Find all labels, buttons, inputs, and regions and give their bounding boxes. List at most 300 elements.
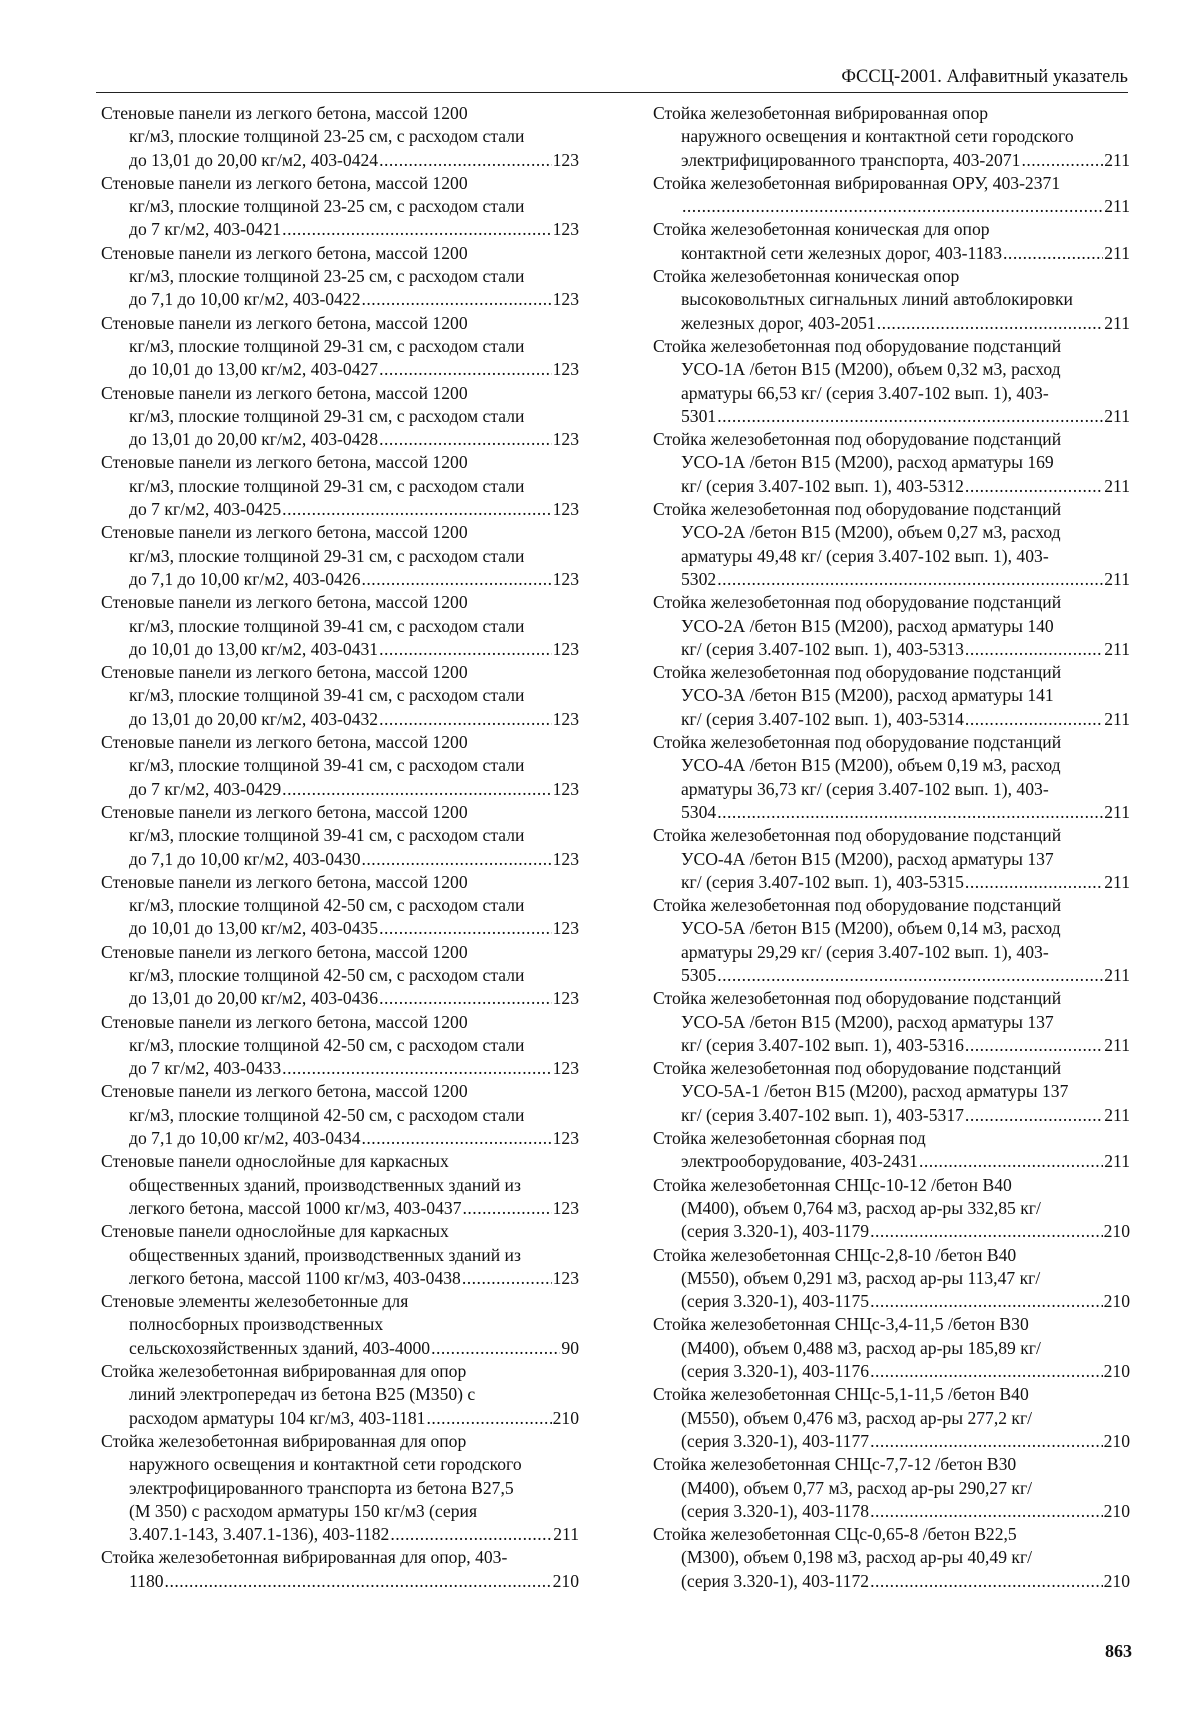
dot-leader xyxy=(282,778,551,801)
index-entry-line: Стойка железобетонная под оборудование подстанций xyxy=(653,662,1062,683)
index-entry xyxy=(101,661,579,731)
index-entry-page: 211 xyxy=(1104,1104,1130,1125)
index-entry-last-line xyxy=(101,1197,579,1220)
dot-leader xyxy=(870,1430,1103,1453)
index-entry-line: кг/м3, плоские толщиной 42-50 см, с расходом стали xyxy=(129,895,525,916)
index-entry-line: УСО-5А-1 /бетон В15 (М200), расход арматуры 137 xyxy=(681,1081,1069,1102)
index-entry-page: 123 xyxy=(552,359,579,380)
index-entry-line: УСО-4А /бетон В15 (М200), расход арматуры 137 xyxy=(681,848,1054,869)
index-entry-last-line xyxy=(653,1220,1130,1243)
index-entry-text: кг/ (серия 3.407-102 вып. 1), 403-5315 xyxy=(681,871,964,892)
index-entry-page: 211 xyxy=(1104,196,1130,217)
index-entry-page: 210 xyxy=(1103,1291,1130,1312)
index-entry-line: Стойка железобетонная под оборудование подстанций xyxy=(653,429,1062,450)
index-entry-last-line xyxy=(101,778,579,801)
index-entry-line: Стеновые панели из легкого бетона, массой 1200 xyxy=(101,1011,468,1032)
index-entry-line: кг/м3, плоские толщиной 42-50 см, с расходом стали xyxy=(129,964,525,985)
index-entry xyxy=(101,1290,579,1360)
index-entry-line: Стойка железобетонная коническая опор xyxy=(653,266,960,287)
index-entry-last-line xyxy=(101,1267,579,1290)
index-entry xyxy=(101,172,579,242)
dot-leader xyxy=(717,405,1103,428)
index-entry-line: линий электропередач из бетона В25 (М350) с xyxy=(129,1384,476,1405)
dot-leader xyxy=(379,987,552,1010)
index-entry xyxy=(653,1523,1130,1593)
index-entry-page: 123 xyxy=(552,499,579,520)
index-entry xyxy=(101,871,579,941)
index-entry-page: 123 xyxy=(552,219,579,240)
index-entry-last-line xyxy=(653,964,1130,987)
dot-leader xyxy=(362,568,552,591)
index-entry-line: Стойка железобетонная СНЦс-7,7-12 /бетон В30 xyxy=(653,1454,1017,1475)
index-entry-line: Стойка железобетонная под оборудование подстанций xyxy=(653,335,1062,356)
index-entry-text: (серия 3.320-1), 403-1176 xyxy=(681,1361,870,1382)
index-entry xyxy=(653,1057,1130,1127)
index-entry-line: кг/м3, плоские толщиной 39-41 см, с расходом стали xyxy=(129,615,525,636)
index-entry-line: Стойка железобетонная вибрированная опор xyxy=(653,103,989,123)
index-entry-page: 211 xyxy=(1104,801,1130,822)
index-entry-last-line xyxy=(101,428,579,451)
index-entry-page: 211 xyxy=(1104,1034,1130,1055)
index-entry-last-line xyxy=(653,801,1130,824)
index-entry-line: Стеновые панели из легкого бетона, массой 1200 xyxy=(101,452,468,473)
index-entry-line: Стойка железобетонная под оборудование подстанций xyxy=(653,895,1062,916)
dot-leader xyxy=(431,1337,560,1360)
index-entry-line: арматуры 29,29 кг/ (серия 3.407-102 вып. 1), 403- xyxy=(681,941,1049,962)
index-entry-line: Стойка железобетонная вибрированная для опор, 403- xyxy=(101,1547,508,1568)
index-entry-page: 211 xyxy=(1104,242,1130,263)
index-entry-page: 123 xyxy=(552,778,579,799)
index-entry-page: 210 xyxy=(1103,1570,1130,1591)
index-entry xyxy=(101,1150,579,1220)
index-entry xyxy=(101,1546,579,1593)
index-entry xyxy=(653,498,1130,591)
dot-leader xyxy=(362,848,552,871)
index-entry-line: Стеновые панели из легкого бетона, массой 1200 xyxy=(101,1081,468,1102)
index-entry-line: Стеновые панели из легкого бетона, массой 1200 xyxy=(101,662,468,683)
index-entry-text: до 7 кг/м2, 403-0421 xyxy=(129,219,282,240)
dot-leader xyxy=(965,638,1103,661)
index-entry-line: общественных зданий, производственных зданий из xyxy=(129,1244,521,1265)
index-entry-line: Стеновые панели из легкого бетона, массой 1200 xyxy=(101,801,468,822)
index-entry-line: кг/м3, плоские толщиной 39-41 см, с расходом стали xyxy=(129,825,525,846)
index-entry-line: электрофицированного транспорта из бетона В27,5 xyxy=(129,1477,514,1498)
index-entry-page: 123 xyxy=(552,638,579,659)
index-entry-page: 123 xyxy=(552,988,579,1009)
index-entry-line: Стеновые панели из легкого бетона, массой 1200 xyxy=(101,941,468,962)
dot-leader xyxy=(965,871,1103,894)
index-entry-last-line xyxy=(653,1500,1130,1523)
index-entry xyxy=(101,1080,579,1150)
index-entry xyxy=(101,941,579,1011)
index-entry-line: кг/м3, плоские толщиной 23-25 см, с расходом стали xyxy=(129,266,525,287)
index-entry-page: 123 xyxy=(552,918,579,939)
index-entry-last-line xyxy=(653,871,1130,894)
index-entry-line: Стеновые панели из легкого бетона, массой 1200 xyxy=(101,871,468,892)
index-entry-page: 211 xyxy=(553,1524,579,1545)
index-entry-page: 211 xyxy=(1104,708,1130,729)
index-entry-text: электрифицированного транспорта, 403-2071 xyxy=(681,149,1021,170)
index-entry-page: 123 xyxy=(552,708,579,729)
dot-leader xyxy=(426,1407,551,1430)
index-entry-text: до 7,1 до 10,00 кг/м2, 403-0426 xyxy=(129,568,361,589)
dot-leader xyxy=(965,1034,1103,1057)
dot-leader xyxy=(379,428,552,451)
index-entry-line: Стойка железобетонная под оборудование подстанций xyxy=(653,825,1062,846)
index-entry-page: 90 xyxy=(561,1337,579,1358)
index-entry-last-line xyxy=(101,708,579,731)
index-entry-line: Стеновые панели из легкого бетона, массой 1200 xyxy=(101,172,468,193)
index-entry-line: Стойка железобетонная СНЦс-2,8-10 /бетон В40 xyxy=(653,1244,1017,1265)
index-entry-text: 1180 xyxy=(129,1570,164,1591)
index-entry-line: Стойка железобетонная под оборудование подстанций xyxy=(653,499,1062,520)
dot-leader xyxy=(362,1127,552,1150)
index-entry-line: Стеновые панели из легкого бетона, массой 1200 xyxy=(101,732,468,753)
dot-leader xyxy=(870,1220,1103,1243)
index-entry xyxy=(101,1011,579,1081)
dot-leader xyxy=(463,1197,552,1220)
index-entry-last-line xyxy=(101,1570,579,1593)
index-entry-line: Стойка железобетонная СНЦс-10-12 /бетон В40 xyxy=(653,1174,1012,1195)
dot-leader xyxy=(379,149,552,172)
index-entry-line: арматуры 36,73 кг/ (серия 3.407-102 вып. 1), 403- xyxy=(681,778,1049,799)
index-entry-last-line xyxy=(653,1104,1130,1127)
index-entry-last-line xyxy=(101,288,579,311)
index-entry-last-line xyxy=(101,1057,579,1080)
index-entry-last-line xyxy=(653,195,1130,218)
index-entry-line: (М400), объем 0,488 м3, расход ар-ры 185,89 кг/ xyxy=(681,1337,1041,1358)
index-entry xyxy=(653,1244,1130,1314)
index-entry-last-line xyxy=(653,1150,1130,1173)
index-entry-line: кг/м3, плоские толщиной 23-25 см, с расходом стали xyxy=(129,126,525,147)
dot-leader xyxy=(717,568,1103,591)
index-entry-text: 5301 xyxy=(681,405,717,426)
dot-leader xyxy=(282,498,551,521)
index-entry-line: Стеновые панели однослойные для каркасных xyxy=(101,1151,449,1172)
index-entry-text: (серия 3.320-1), 403-1172 xyxy=(681,1570,870,1591)
index-entry-page: 123 xyxy=(552,429,579,450)
dot-leader xyxy=(870,1360,1103,1383)
index-entry-line: Стеновые панели из легкого бетона, массой 1200 xyxy=(101,382,468,403)
index-entry-text: до 7 кг/м2, 403-0425 xyxy=(129,499,282,520)
index-entry-last-line xyxy=(101,568,579,591)
index-entry-last-line xyxy=(653,638,1130,661)
index-entry-page: 211 xyxy=(1104,312,1130,333)
dot-leader xyxy=(870,1570,1103,1593)
index-entry-line: Стойка железобетонная вибрированная для опор xyxy=(101,1430,467,1451)
dot-leader xyxy=(919,1150,1103,1173)
index-entry xyxy=(101,1430,579,1546)
dot-leader xyxy=(965,708,1103,731)
index-entry-text: кг/ (серия 3.407-102 вып. 1), 403-5312 xyxy=(681,475,964,496)
index-entry-text: до 7 кг/м2, 403-0433 xyxy=(129,1058,282,1079)
index-entry-line: Стеновые панели из легкого бетона, массой 1200 xyxy=(101,522,468,543)
dot-leader xyxy=(965,475,1103,498)
index-entry-last-line xyxy=(653,1290,1130,1313)
dot-leader xyxy=(282,1057,551,1080)
dot-leader xyxy=(282,218,551,241)
header-title: ФССЦ-2001. Алфавитный указатель xyxy=(841,67,1128,87)
dot-leader xyxy=(379,917,552,940)
index-entry-last-line xyxy=(653,475,1130,498)
index-entry-last-line xyxy=(653,708,1130,731)
index-entry-line: кг/м3, плоские толщиной 29-31 см, с расходом стали xyxy=(129,405,525,426)
index-entry-line: (М550), объем 0,291 м3, расход ар-ры 113,47 кг/ xyxy=(681,1267,1041,1288)
index-entry-page: 210 xyxy=(552,1407,579,1428)
index-entry-line: Стеновые панели из легкого бетона, массой 1200 xyxy=(101,592,468,613)
index-entry-text: до 13,01 до 20,00 кг/м2, 403-0424 xyxy=(129,149,379,170)
index-entry xyxy=(653,172,1130,219)
dot-leader xyxy=(877,312,1104,335)
dot-leader xyxy=(165,1570,552,1593)
index-entry-last-line xyxy=(653,312,1130,335)
index-entry-page: 211 xyxy=(1104,638,1130,659)
index-entry-page: 211 xyxy=(1104,1151,1130,1172)
index-entry-line: Стеновые панели из легкого бетона, массой 1200 xyxy=(101,103,468,123)
index-entry-page: 123 xyxy=(552,848,579,869)
index-entry-page: 123 xyxy=(552,1128,579,1149)
index-entry-text: до 10,01 до 13,00 кг/м2, 403-0431 xyxy=(129,638,379,659)
index-entry-last-line xyxy=(101,917,579,940)
index-entry-text: (серия 3.320-1), 403-1175 xyxy=(681,1291,870,1312)
index-entry-line: (М 350) с расходом арматуры 150 кг/м3 (серия xyxy=(129,1500,478,1521)
index-column-left xyxy=(101,102,579,1593)
index-entry-text: железных дорог, 403-2051 xyxy=(681,312,876,333)
index-entry-line: кг/м3, плоские толщиной 39-41 см, с расходом стали xyxy=(129,685,525,706)
index-entry-last-line xyxy=(653,1430,1130,1453)
index-entry xyxy=(653,102,1130,172)
index-entry-text: 5304 xyxy=(681,801,717,822)
index-entry xyxy=(101,102,579,172)
index-entry xyxy=(653,1313,1130,1383)
index-entry-text: до 7,1 до 10,00 кг/м2, 403-0422 xyxy=(129,289,361,310)
index-entry xyxy=(101,382,579,452)
index-entry-line: Стойка железобетонная СЦс-0,65-8 /бетон В22,5 xyxy=(653,1524,1017,1545)
index-entry-last-line xyxy=(101,848,579,871)
index-entry-line: полносборных производственных xyxy=(129,1314,384,1335)
index-entry xyxy=(101,1220,579,1290)
index-entry-line: Стойка железобетонная СНЦс-3,4-11,5 /бетон В30 xyxy=(653,1314,1029,1335)
index-entry xyxy=(653,335,1130,428)
index-entry xyxy=(653,591,1130,661)
index-entry-line: кг/м3, плоские толщиной 42-50 см, с расходом стали xyxy=(129,1034,525,1055)
index-entry-text: (серия 3.320-1), 403-1179 xyxy=(681,1221,870,1242)
index-entry xyxy=(101,731,579,801)
index-entry xyxy=(653,218,1130,265)
index-entry-text: легкого бетона, массой 1100 кг/м3, 403-0438 xyxy=(129,1267,461,1288)
index-entry-text: (серия 3.320-1), 403-1178 xyxy=(681,1500,870,1521)
index-entry-last-line xyxy=(101,1127,579,1150)
index-entry-page: 123 xyxy=(552,1058,579,1079)
dot-leader xyxy=(965,1104,1103,1127)
index-entry-last-line xyxy=(653,1034,1130,1057)
index-entry-line: Стойка железобетонная вибрированная ОРУ, 403-2371 xyxy=(653,172,1061,193)
index-entry-line: арматуры 49,48 кг/ (серия 3.407-102 вып. 1), 403- xyxy=(681,545,1049,566)
index-entry-last-line xyxy=(101,358,579,381)
index-entry xyxy=(653,894,1130,987)
index-entry-line: общественных зданий, производственных зданий из xyxy=(129,1174,521,1195)
index-entry-line: УСО-1А /бетон В15 (М200), расход арматуры 169 xyxy=(681,452,1054,473)
index-entry-page: 211 xyxy=(1104,568,1130,589)
index-entry-line: Стеновые панели из легкого бетона, массой 1200 xyxy=(101,312,468,333)
index-entry-last-line xyxy=(653,568,1130,591)
index-entry-text: до 10,01 до 13,00 кг/м2, 403-0427 xyxy=(129,359,379,380)
index-entry-last-line xyxy=(101,987,579,1010)
dot-leader xyxy=(390,1523,552,1546)
index-entry-line: УСО-3А /бетон В15 (М200), расход арматуры 141 xyxy=(681,685,1054,706)
index-entry-line: Стеновые элементы железобетонные для xyxy=(101,1291,409,1312)
index-entry-page: 210 xyxy=(1103,1361,1130,1382)
index-entry-text: 5302 xyxy=(681,568,717,589)
index-entry-text: до 10,01 до 13,00 кг/м2, 403-0435 xyxy=(129,918,379,939)
index-entry-text: кг/ (серия 3.407-102 вып. 1), 403-5317 xyxy=(681,1104,964,1125)
index-entry-line: УСО-4А /бетон В15 (М200), объем 0,19 м3, расход xyxy=(681,755,1061,776)
index-entry-page: 123 xyxy=(552,568,579,589)
index-entry-line: кг/м3, плоские толщиной 42-50 см, с расходом стали xyxy=(129,1104,525,1125)
index-entry-text: до 13,01 до 20,00 кг/м2, 403-0428 xyxy=(129,429,379,450)
index-entry-last-line xyxy=(101,218,579,241)
index-entry xyxy=(653,987,1130,1057)
index-entry-line: арматуры 66,53 кг/ (серия 3.407-102 вып. 1), 403- xyxy=(681,382,1049,403)
index-entry xyxy=(101,591,579,661)
index-entry-line: высоковольтных сигнальных линий автоблокировки xyxy=(681,289,1073,310)
index-entry-line: Стойка железобетонная под оборудование подстанций xyxy=(653,1058,1062,1079)
index-entry-last-line xyxy=(653,405,1130,428)
index-entry-text: контактной сети железных дорог, 403-1183 xyxy=(681,242,1003,263)
index-entry-last-line xyxy=(101,498,579,521)
index-entry-text: легкого бетона, массой 1000 кг/м3, 403-0437 xyxy=(129,1197,462,1218)
index-entry xyxy=(101,521,579,591)
index-entry-line: (М300), объем 0,198 м3, расход ар-ры 40,49 кг/ xyxy=(681,1547,1033,1568)
dot-leader xyxy=(870,1500,1103,1523)
index-entry-line: (М400), объем 0,764 м3, расход ар-ры 332,85 кг/ xyxy=(681,1197,1041,1218)
index-entry-line: Стойка железобетонная СНЦс-5,1-11,5 /бетон В40 xyxy=(653,1384,1029,1405)
index-entry xyxy=(653,824,1130,894)
index-entry-line: Стойка железобетонная под оборудование подстанций xyxy=(653,988,1062,1009)
index-entry-line: кг/м3, плоские толщиной 29-31 см, с расходом стали xyxy=(129,475,525,496)
index-entry xyxy=(653,1174,1130,1244)
dot-leader xyxy=(362,288,552,311)
index-entry-line: кг/м3, плоские толщиной 29-31 см, с расходом стали xyxy=(129,335,525,356)
index-entry-text: сельскохозяйственных зданий, 403-4000 xyxy=(129,1337,431,1358)
index-entry-page: 211 xyxy=(1104,149,1130,170)
index-entry-page: 123 xyxy=(552,1267,579,1288)
index-entry xyxy=(653,265,1130,335)
index-entry-last-line xyxy=(653,149,1130,172)
index-entry-line: кг/м3, плоские толщиной 29-31 см, с расходом стали xyxy=(129,545,525,566)
index-entry-page: 211 xyxy=(1104,405,1130,426)
index-entry-text: кг/ (серия 3.407-102 вып. 1), 403-5314 xyxy=(681,708,964,729)
index-entry-text: кг/ (серия 3.407-102 вып. 1), 403-5313 xyxy=(681,638,964,659)
index-entry-text: до 13,01 до 20,00 кг/м2, 403-0436 xyxy=(129,988,379,1009)
index-entry-last-line xyxy=(101,1407,579,1430)
dot-leader xyxy=(379,358,552,381)
index-entry-page: 123 xyxy=(552,149,579,170)
index-entry-line: Стойка железобетонная под оборудование подстанций xyxy=(653,592,1062,613)
index-entry-text: электрооборудование, 403-2431 xyxy=(681,1151,918,1172)
index-entry xyxy=(653,661,1130,731)
dot-leader xyxy=(870,1290,1103,1313)
dot-leader xyxy=(717,801,1103,824)
index-entry-last-line xyxy=(101,638,579,661)
index-entry-line: кг/м3, плоские толщиной 39-41 см, с расходом стали xyxy=(129,755,525,776)
index-entry-line: УСО-1А /бетон В15 (М200), объем 0,32 м3, расход xyxy=(681,359,1061,380)
index-entry-line: УСО-5А /бетон В15 (М200), расход арматуры 137 xyxy=(681,1011,1054,1032)
index-entry-line: Стойка железобетонная коническая для опор xyxy=(653,219,990,240)
index-entry-text: 5305 xyxy=(681,964,717,985)
index-entry-last-line xyxy=(653,1570,1130,1593)
index-entry-text: (серия 3.320-1), 403-1177 xyxy=(681,1430,870,1451)
index-entry-line: (М400), объем 0,77 м3, расход ар-ры 290,27 кг/ xyxy=(681,1477,1033,1498)
index-entry-page: 210 xyxy=(1103,1500,1130,1521)
index-entry xyxy=(101,1360,579,1430)
index-entry-line: (М550), объем 0,476 м3, расход ар-ры 277,2 кг/ xyxy=(681,1407,1033,1428)
dot-leader xyxy=(1003,242,1103,265)
index-entry xyxy=(101,801,579,871)
dot-leader xyxy=(1021,149,1103,172)
index-entry-page: 210 xyxy=(1103,1221,1130,1242)
index-entry-line: УСО-5А /бетон В15 (М200), объем 0,14 м3, расход xyxy=(681,918,1061,939)
page-header xyxy=(96,64,1128,93)
index-entry-line: Стойка железобетонная под оборудование подстанций xyxy=(653,732,1062,753)
index-entry-page: 123 xyxy=(552,289,579,310)
index-entry-last-line xyxy=(653,1360,1130,1383)
index-entry xyxy=(653,1383,1130,1453)
index-entry-line: Стеновые панели однослойные для каркасных xyxy=(101,1221,449,1242)
dot-leader xyxy=(379,638,552,661)
index-entry-text: до 7,1 до 10,00 кг/м2, 403-0434 xyxy=(129,1128,361,1149)
index-entry-text: до 13,01 до 20,00 кг/м2, 403-0432 xyxy=(129,708,379,729)
page-number: 863 xyxy=(1105,1641,1132,1661)
index-entry-line: Стойка железобетонная сборная под xyxy=(653,1128,926,1149)
index-entry-text: кг/ (серия 3.407-102 вып. 1), 403-5316 xyxy=(681,1034,964,1055)
index-entry-last-line xyxy=(653,242,1130,265)
index-entry-line: УСО-2А /бетон В15 (М200), объем 0,27 м3, расход xyxy=(681,522,1061,543)
index-entry-text: до 7 кг/м2, 403-0429 xyxy=(129,778,282,799)
index-entry-line: наружного освещения и контактной сети городского xyxy=(129,1454,522,1475)
index-entry-line: Стеновые панели из легкого бетона, массой 1200 xyxy=(101,242,468,263)
index-entry-text: до 7,1 до 10,00 кг/м2, 403-0430 xyxy=(129,848,361,869)
dot-leader xyxy=(682,195,1103,218)
dot-leader xyxy=(379,708,552,731)
index-entry-page: 211 xyxy=(1104,475,1130,496)
index-entry-last-line xyxy=(101,149,579,172)
index-entry xyxy=(653,731,1130,824)
index-entry-text: 3.407.1-143, 3.407.1-136), 403-1182 xyxy=(129,1524,390,1545)
index-entry xyxy=(653,1127,1130,1174)
index-entry-text: расходом арматуры 104 кг/м3, 403-1181 xyxy=(129,1407,426,1428)
index-entry-line: УСО-2А /бетон В15 (М200), расход арматуры 140 xyxy=(681,615,1054,636)
index-entry-page: 211 xyxy=(1104,964,1130,985)
dot-leader xyxy=(717,964,1103,987)
index-entry-line: кг/м3, плоские толщиной 23-25 см, с расходом стали xyxy=(129,196,525,217)
index-entry-page: 123 xyxy=(552,1197,579,1218)
index-entry xyxy=(101,312,579,382)
dot-leader xyxy=(462,1267,552,1290)
index-entry-last-line xyxy=(101,1523,579,1546)
index-entry xyxy=(653,1453,1130,1523)
index-entry-page: 211 xyxy=(1104,871,1130,892)
index-entry-line: Стойка железобетонная вибрированная для опор xyxy=(101,1361,467,1382)
index-entry xyxy=(101,451,579,521)
index-entry-line: наружного освещения и контактной сети городского xyxy=(681,126,1074,147)
index-entry-page: 210 xyxy=(552,1570,579,1591)
index-entry-last-line xyxy=(101,1337,579,1360)
index-entry xyxy=(101,242,579,312)
index-column-right xyxy=(653,102,1130,1593)
index-entry xyxy=(653,428,1130,498)
index-entry-page: 210 xyxy=(1103,1430,1130,1451)
